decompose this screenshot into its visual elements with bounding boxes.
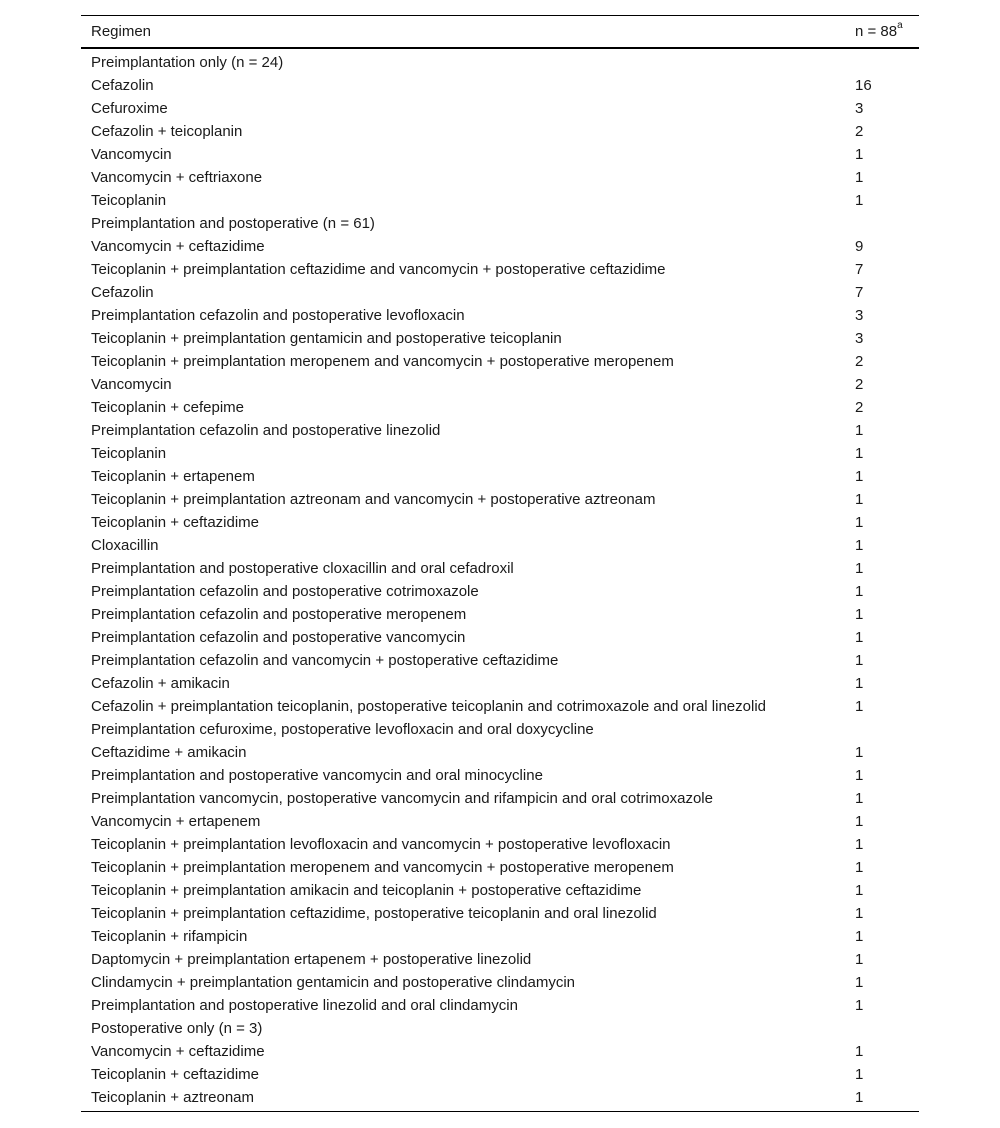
regimen-cell: Teicoplanin + preimplantation ceftazidime, postoperative teicoplanin and oral linezolid — [91, 905, 657, 922]
count-cell: 1 — [855, 905, 864, 922]
count-cell: 1 — [855, 790, 864, 807]
header-regimen: Regimen — [91, 23, 152, 40]
table-row — [81, 718, 919, 741]
regimen-cell: Vancomycin + ertapenem — [91, 813, 261, 830]
regimen-cell: Preimplantation cefazolin and postoperative levofloxacin — [91, 307, 465, 324]
table-row — [81, 971, 919, 994]
regimen-cell: Teicoplanin + ceftazidime — [91, 514, 260, 531]
count-cell: 1 — [855, 1089, 864, 1106]
count-cell: 2 — [855, 353, 864, 370]
count-cell: 1 — [855, 537, 864, 554]
regimen-cell: Preimplantation vancomycin, postoperative vancomycin and rifampicin and oral cotrimoxazole — [91, 790, 713, 807]
regimen-cell: Teicoplanin — [91, 192, 167, 209]
table-row — [81, 603, 919, 626]
table-row — [81, 1040, 919, 1063]
table-row — [81, 143, 919, 166]
count-cell: 1 — [855, 951, 864, 968]
count-cell: 2 — [855, 123, 864, 140]
table-row — [81, 48, 919, 74]
regimen-cell: Vancomycin + ceftriaxone — [91, 169, 263, 186]
regimen-cell: Cefazolin + amikacin — [91, 675, 230, 692]
header-count-label: n = 88 — [855, 23, 898, 40]
regimen-cell: Preimplantation cefazolin and postoperative cotrimoxazole — [91, 583, 479, 600]
count-cell: 1 — [855, 422, 864, 439]
table-header — [81, 16, 919, 49]
count-cell: 3 — [855, 307, 864, 324]
count-cell: 1 — [855, 767, 864, 784]
table-row — [81, 902, 919, 925]
regimen-cell: Daptomycin + preimplantation ertapenem + postoperative linezolid — [91, 951, 532, 968]
count-cell: 1 — [855, 445, 864, 462]
regimen-cell: Vancomycin — [91, 146, 172, 163]
regimen-cell: Preimplantation cefazolin and postoperative vancomycin — [91, 629, 466, 646]
regimen-cell: Postoperative only (n = 3) — [91, 1020, 263, 1037]
count-cell: 1 — [855, 813, 864, 830]
regimen-cell: Teicoplanin + aztreonam — [91, 1089, 255, 1106]
count-cell: 1 — [855, 468, 864, 485]
count-cell — [855, 48, 919, 74]
count-cell: 1 — [855, 169, 864, 186]
regimen-cell: Teicoplanin + preimplantation gentamicin and postoperative teicoplanin — [91, 330, 562, 347]
regimen-cell: Teicoplanin + preimplantation levofloxacin and vancomycin + postoperative levofloxacin — [91, 836, 671, 853]
table-row — [81, 810, 919, 833]
count-cell: 1 — [855, 560, 864, 577]
table-row — [81, 258, 919, 281]
table-row — [81, 235, 919, 258]
table-row — [81, 281, 919, 304]
table-row — [81, 741, 919, 764]
regimen-cell: Preimplantation cefazolin and vancomycin + postoperative ceftazidime — [91, 652, 559, 669]
table-row — [81, 74, 919, 97]
header-count-footnote: a — [897, 20, 903, 31]
regimen-cell: Cefazolin + preimplantation teicoplanin, postoperative teicoplanin and cotrimoxazole and oral linezolid — [91, 698, 766, 715]
count-cell: 1 — [855, 974, 864, 991]
regimen-cell: Cefazolin — [91, 77, 154, 94]
table-row — [81, 419, 919, 442]
regimen-cell: Vancomycin — [91, 376, 172, 393]
regimen-table — [81, 15, 919, 1112]
table-row — [81, 189, 919, 212]
table-row — [81, 327, 919, 350]
table-row — [81, 994, 919, 1017]
table-row — [81, 97, 919, 120]
regimen-cell: Teicoplanin + preimplantation meropenem and vancomycin + postoperative meropenem — [91, 859, 674, 876]
regimen-cell: Cloxacillin — [91, 537, 159, 554]
count-cell: 16 — [855, 77, 872, 94]
count-cell: 1 — [855, 491, 864, 508]
count-cell: 2 — [855, 399, 864, 416]
table-row — [81, 557, 919, 580]
count-cell: 1 — [855, 744, 864, 761]
table-row — [81, 879, 919, 902]
table-row — [81, 626, 919, 649]
count-cell: 1 — [855, 1066, 864, 1083]
regimen-cell: Teicoplanin + cefepime — [91, 399, 245, 416]
regimen-cell: Teicoplanin + preimplantation ceftazidime and vancomycin + postoperative ceftazidime — [91, 261, 666, 278]
table-row — [81, 1017, 919, 1040]
table-row — [81, 396, 919, 419]
regimen-cell: Vancomycin + ceftazidime — [91, 1043, 265, 1060]
count-cell: 1 — [855, 146, 864, 163]
regimen-cell: Cefazolin + teicoplanin — [91, 123, 243, 140]
regimen-cell: Cefuroxime — [91, 100, 168, 117]
table-row — [81, 948, 919, 971]
table-row — [81, 787, 919, 810]
table-row — [81, 373, 919, 396]
count-cell: 1 — [855, 1043, 864, 1060]
regimen-cell: Preimplantation and postoperative linezolid and oral clindamycin — [91, 997, 518, 1014]
table-row — [81, 580, 919, 603]
count-cell: 9 — [855, 238, 864, 255]
regimen-cell: Teicoplanin + rifampicin — [91, 928, 248, 945]
table-row — [81, 350, 919, 373]
count-cell: 2 — [855, 376, 864, 393]
count-cell: 1 — [855, 629, 864, 646]
table-row — [81, 304, 919, 327]
count-cell: 1 — [855, 514, 864, 531]
count-cell: 1 — [855, 698, 864, 715]
count-cell — [855, 1017, 919, 1040]
table-row — [81, 120, 919, 143]
table-row — [81, 534, 919, 557]
table-row — [81, 212, 919, 235]
regimen-cell: Preimplantation and postoperative vancomycin and oral minocycline — [91, 767, 543, 784]
table-row — [81, 833, 919, 856]
regimen-cell: Cefazolin — [91, 284, 154, 301]
count-cell: 7 — [855, 261, 864, 278]
count-cell — [855, 718, 919, 741]
table-row — [81, 764, 919, 787]
regimen-cell: Teicoplanin + ceftazidime — [91, 1066, 260, 1083]
regimen-table-container — [81, 15, 919, 1112]
regimen-cell: Preimplantation and postoperative cloxacillin and oral cefadroxil — [91, 560, 514, 577]
table-row — [81, 1063, 919, 1086]
count-cell: 7 — [855, 284, 864, 301]
count-cell: 1 — [855, 882, 864, 899]
regimen-cell: Preimplantation only (n = 24) — [91, 54, 284, 71]
count-cell: 1 — [855, 928, 864, 945]
regimen-cell: Preimplantation and postoperative (n = 61) — [91, 215, 375, 232]
regimen-cell: Preimplantation cefazolin and postoperative linezolid — [91, 422, 441, 439]
count-cell: 1 — [855, 606, 864, 623]
table-row — [81, 511, 919, 534]
count-cell: 1 — [855, 997, 864, 1014]
count-cell: 3 — [855, 330, 864, 347]
regimen-cell: Teicoplanin + ertapenem — [91, 468, 255, 485]
regimen-cell: Clindamycin + preimplantation gentamicin and postoperative clindamycin — [91, 974, 576, 991]
table-row — [81, 1086, 919, 1112]
regimen-cell: Teicoplanin — [91, 445, 167, 462]
regimen-cell: Teicoplanin + preimplantation meropenem and vancomycin + postoperative meropenem — [91, 353, 674, 370]
table-row — [81, 166, 919, 189]
table-row — [81, 465, 919, 488]
count-cell: 1 — [855, 583, 864, 600]
table-row — [81, 925, 919, 948]
regimen-cell: Preimplantation cefazolin and postoperative meropenem — [91, 606, 467, 623]
count-cell: 1 — [855, 652, 864, 669]
count-cell: 3 — [855, 100, 864, 117]
regimen-cell: Ceftazidime + amikacin — [91, 744, 247, 761]
table-row — [81, 488, 919, 511]
count-cell: 1 — [855, 192, 864, 209]
table-row — [81, 649, 919, 672]
regimen-cell: Preimplantation cefuroxime, postoperative levofloxacin and oral doxycycline — [91, 721, 594, 738]
count-cell — [855, 212, 919, 235]
regimen-cell: Teicoplanin + preimplantation amikacin and teicoplanin + postoperative ceftazidime — [91, 882, 642, 899]
table-row — [81, 442, 919, 465]
count-cell: 1 — [855, 836, 864, 853]
header-count — [855, 16, 919, 49]
table-row — [81, 856, 919, 879]
regimen-cell: Teicoplanin + preimplantation aztreonam and vancomycin + postoperative aztreonam — [91, 491, 656, 508]
header-row — [81, 16, 919, 49]
regimen-cell: Vancomycin + ceftazidime — [91, 238, 265, 255]
count-cell: 1 — [855, 859, 864, 876]
count-cell: 1 — [855, 675, 864, 692]
table-row — [81, 695, 919, 718]
table-row — [81, 672, 919, 695]
table-body — [81, 48, 919, 1112]
